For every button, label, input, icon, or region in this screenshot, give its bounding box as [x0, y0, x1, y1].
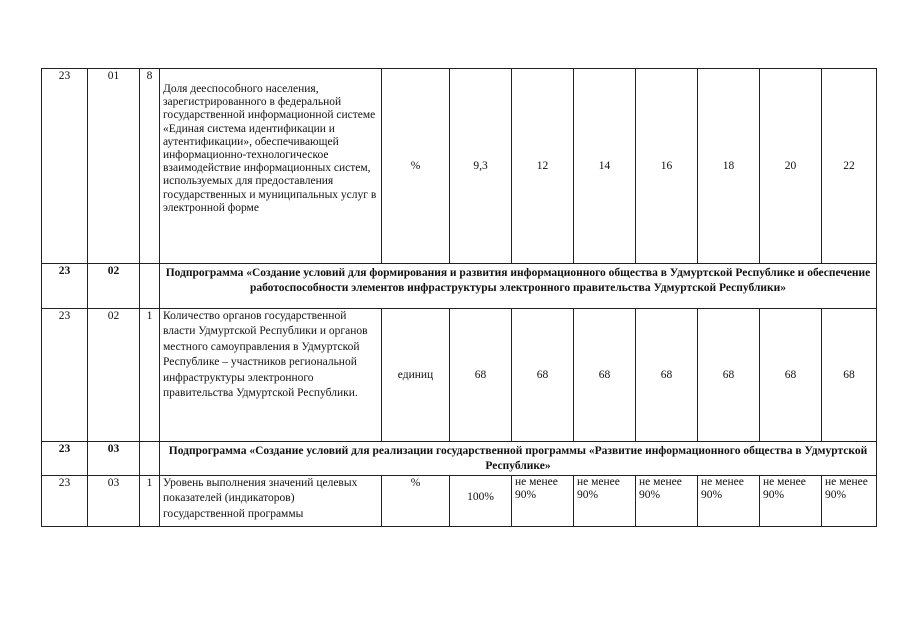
value-cell: не менее 90%: [822, 476, 877, 527]
gp-code: 23: [42, 476, 88, 527]
gp-code: 23: [42, 442, 88, 476]
value-cell: не менее 90%: [512, 476, 574, 527]
value-cell: не менее 90%: [636, 476, 698, 527]
value-cell: 22: [822, 69, 877, 264]
value-cell: 68: [636, 309, 698, 442]
value-cell: 68: [574, 309, 636, 442]
unit-cell: единиц: [382, 309, 450, 442]
table-row: [42, 476, 877, 527]
value-cell: не менее 90%: [574, 476, 636, 527]
empty-cell: [140, 442, 160, 476]
indicator-number: 1: [140, 476, 160, 527]
value-cell: 68: [698, 309, 760, 442]
indicator-number: 8: [140, 69, 160, 264]
value-cell: 18: [698, 69, 760, 264]
indicator-name: Уровень выполнения значений целевых показателей (индикаторов) государственной программы: [160, 476, 382, 527]
gp-code: 23: [42, 309, 88, 442]
empty-cell: [140, 264, 160, 309]
value-cell: 68: [512, 309, 574, 442]
value-cell: 16: [636, 69, 698, 264]
subprogram-row: [42, 442, 877, 476]
indicator-name: Доля дееспособного населения, зарегистрированного в федеральной государственной информационной системе «Единая система идентификации и аутентификации», обеспечивающей информационно-технологическое взаимодействие информационных систем, используемых для предоставления государственных и муниципальных услуг в электронной форме: [160, 69, 382, 264]
value-cell: 68: [450, 309, 512, 442]
gp-code: 23: [42, 69, 88, 264]
pp-code: 01: [88, 69, 140, 264]
pp-code: 02: [88, 309, 140, 442]
value-cell: 68: [760, 309, 822, 442]
subprogram-row: [42, 264, 877, 309]
pp-code: 03: [88, 442, 140, 476]
value-cell: 14: [574, 69, 636, 264]
value-cell: 100%: [450, 476, 512, 527]
table-row: [42, 69, 877, 264]
unit-cell: %: [382, 69, 450, 264]
table-row: [42, 309, 877, 442]
subprogram-title: Подпрограмма «Создание условий для формирования и развития информационного общества в Удмуртской Республике и обеспечение работоспособности элементов инфраструктуры электронного правительства Удмуртской Республики»: [160, 264, 877, 309]
value-cell: не менее 90%: [698, 476, 760, 527]
value-cell: 9,3: [450, 69, 512, 264]
subprogram-title: Подпрограмма «Создание условий для реализации государственной программы «Развитие информационного общества в Удмуртской Республике»: [160, 442, 877, 476]
value-cell: 12: [512, 69, 574, 264]
unit-cell: %: [382, 476, 450, 527]
value-cell: 68: [822, 309, 877, 442]
gp-code: 23: [42, 264, 88, 309]
pp-code: 02: [88, 264, 140, 309]
indicators-table: [41, 68, 877, 527]
indicator-name: Количество органов государственной власти Удмуртской Республики и органов местного самоуправления в Удмуртской Республике – участников региональной инфраструктуры электронного правительства Удмуртской Республики.: [160, 309, 382, 442]
indicator-number: 1: [140, 309, 160, 442]
value-cell: не менее 90%: [760, 476, 822, 527]
pp-code: 03: [88, 476, 140, 527]
value-cell: 20: [760, 69, 822, 264]
